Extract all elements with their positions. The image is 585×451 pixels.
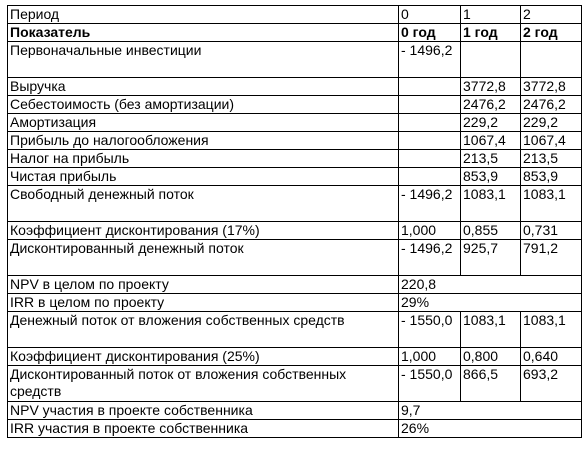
cell-year-2: 0,731 bbox=[521, 222, 582, 240]
merged-value: 26% bbox=[399, 420, 582, 438]
period-row bbox=[8, 6, 582, 24]
row-label: Себестоимость (без амортизации) bbox=[8, 96, 399, 114]
table-row bbox=[8, 348, 582, 366]
cell-year-0 bbox=[399, 168, 461, 186]
row-label: NPV в целом по проекту bbox=[8, 276, 399, 294]
cell-year-0 bbox=[399, 132, 461, 150]
cell-year-1: 0,855 bbox=[461, 222, 521, 240]
cell-year-1: 2476,2 bbox=[461, 96, 521, 114]
table-row bbox=[8, 96, 582, 114]
cell-year-1: 0,800 bbox=[461, 348, 521, 366]
table-row bbox=[8, 186, 582, 222]
table-row bbox=[8, 312, 582, 348]
year-2-label: 2 год bbox=[521, 24, 582, 42]
period-0: 0 bbox=[399, 6, 461, 24]
row-label: Первоначальные инвестиции bbox=[8, 42, 399, 78]
row-label: Налог на прибыль bbox=[8, 150, 399, 168]
cell-year-1: 3772,8 bbox=[461, 78, 521, 96]
cell-year-1: 1083,1 bbox=[461, 312, 521, 348]
row-label: Чистая прибыль bbox=[8, 168, 399, 186]
cell-year-1: 213,5 bbox=[461, 150, 521, 168]
row-label: Коэффициент дисконтирования (17%) bbox=[8, 222, 399, 240]
row-label: Свободный денежный поток bbox=[8, 186, 399, 222]
table-row bbox=[8, 168, 582, 186]
table-row bbox=[8, 78, 582, 96]
cell-year-2: 853,9 bbox=[521, 168, 582, 186]
table-row bbox=[8, 420, 582, 438]
table-row bbox=[8, 42, 582, 78]
merged-value: 220,8 bbox=[399, 276, 582, 294]
table-row bbox=[8, 276, 582, 294]
cell-year-0: 1,000 bbox=[399, 348, 461, 366]
row-label: Дисконтированный поток от вложения собственных средств bbox=[8, 366, 399, 402]
row-label: Коэффициент дисконтирования (25%) bbox=[8, 348, 399, 366]
cell-year-0 bbox=[399, 114, 461, 132]
investment-table-document bbox=[7, 5, 581, 438]
cell-year-1: 1067,4 bbox=[461, 132, 521, 150]
cell-year-0: - 1496,2 bbox=[399, 42, 461, 78]
cell-year-1 bbox=[461, 42, 521, 78]
cell-year-0: 1,000 bbox=[399, 222, 461, 240]
row-label: Прибыль до налогообложения bbox=[8, 132, 399, 150]
cell-year-1: 925,7 bbox=[461, 240, 521, 276]
row-label: IRR участия в проекте собственника bbox=[8, 420, 399, 438]
merged-value: 9,7 bbox=[399, 402, 582, 420]
period-2: 2 bbox=[521, 6, 582, 24]
cell-year-0: - 1550,0 bbox=[399, 366, 461, 402]
cell-year-2: 1083,1 bbox=[521, 312, 582, 348]
cell-year-0: - 1496,2 bbox=[399, 186, 461, 222]
cell-year-2: 229,2 bbox=[521, 114, 582, 132]
merged-value: 29% bbox=[399, 294, 582, 312]
cell-year-2 bbox=[521, 42, 582, 78]
cell-year-0 bbox=[399, 78, 461, 96]
row-label: Выручка bbox=[8, 78, 399, 96]
table-row bbox=[8, 240, 582, 276]
cell-year-0: - 1496,2 bbox=[399, 240, 461, 276]
row-label: Амортизация bbox=[8, 114, 399, 132]
table-row bbox=[8, 402, 582, 420]
table-row bbox=[8, 294, 582, 312]
table-row bbox=[8, 132, 582, 150]
cell-year-2: 791,2 bbox=[521, 240, 582, 276]
period-1: 1 bbox=[461, 6, 521, 24]
cell-year-2: 2476,2 bbox=[521, 96, 582, 114]
indicator-label: Показатель bbox=[8, 24, 399, 42]
cell-year-1: 853,9 bbox=[461, 168, 521, 186]
indicator-header-row bbox=[8, 24, 582, 42]
table-row bbox=[8, 366, 582, 402]
year-1-label: 1 год bbox=[461, 24, 521, 42]
cell-year-1: 229,2 bbox=[461, 114, 521, 132]
year-0-label: 0 год bbox=[399, 24, 461, 42]
period-label: Период bbox=[8, 6, 399, 24]
table-row bbox=[8, 114, 582, 132]
table-row bbox=[8, 222, 582, 240]
cell-year-2: 213,5 bbox=[521, 150, 582, 168]
cell-year-2: 3772,8 bbox=[521, 78, 582, 96]
cell-year-0 bbox=[399, 150, 461, 168]
cell-year-2: 693,2 bbox=[521, 366, 582, 402]
row-label: Дисконтированный денежный поток bbox=[8, 240, 399, 276]
cell-year-0 bbox=[399, 96, 461, 114]
table-row bbox=[8, 150, 582, 168]
row-label: IRR в целом по проекту bbox=[8, 294, 399, 312]
cell-year-1: 1083,1 bbox=[461, 186, 521, 222]
row-label: NPV участия в проекте собственника bbox=[8, 402, 399, 420]
cell-year-0: - 1550,0 bbox=[399, 312, 461, 348]
investment-table bbox=[7, 5, 582, 438]
cell-year-2: 1067,4 bbox=[521, 132, 582, 150]
cell-year-2: 1083,1 bbox=[521, 186, 582, 222]
cell-year-2: 0,640 bbox=[521, 348, 582, 366]
cell-year-1: 866,5 bbox=[461, 366, 521, 402]
row-label: Денежный поток от вложения собственных средств bbox=[8, 312, 399, 348]
